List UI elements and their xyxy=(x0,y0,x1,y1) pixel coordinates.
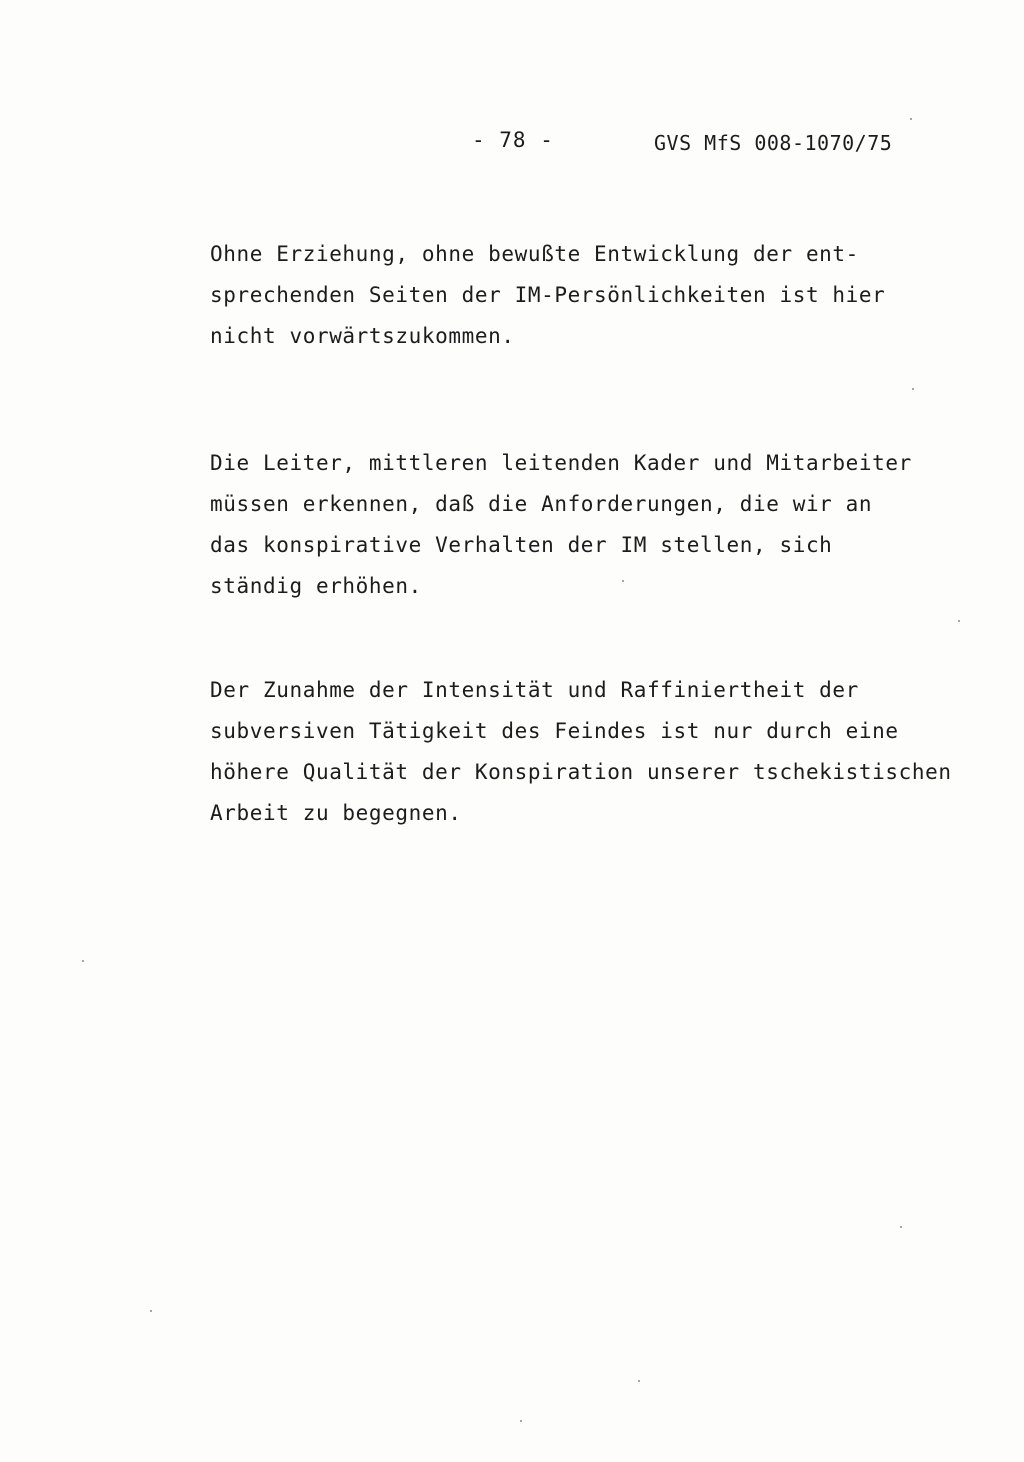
text-line: das konspirative Verhalten der IM stellen, sich xyxy=(210,533,833,557)
scan-speck xyxy=(912,388,914,390)
text-line: müssen erkennen, daß die Anforderungen, die wir an xyxy=(210,492,873,516)
scan-speck xyxy=(638,1380,640,1382)
paragraph-1 xyxy=(210,234,970,357)
scan-speck xyxy=(150,1310,152,1312)
text-line: nicht vorwärtszukommen. xyxy=(210,324,515,348)
scan-speck xyxy=(82,960,84,962)
text-line: höhere Qualität der Konspiration unserer tschekistischen xyxy=(210,760,952,784)
scan-speck xyxy=(910,118,912,120)
text-line: subversiven Tätigkeit des Feindes ist nur durch eine xyxy=(210,719,899,743)
text-line: Der Zunahme der Intensität und Raffiniertheit der xyxy=(210,678,859,702)
text-line: sprechenden Seiten der IM-Persönlichkeiten ist hier xyxy=(210,283,886,307)
text-line: Die Leiter, mittleren leitenden Kader und Mitarbeiter xyxy=(210,451,912,475)
page-number: - 78 - xyxy=(472,128,554,152)
text-line: Arbeit zu begegnen. xyxy=(210,801,462,825)
scan-speck xyxy=(622,580,624,582)
text-line: Ohne Erziehung, ohne bewußte Entwicklung der ent- xyxy=(210,242,859,266)
paragraph-2 xyxy=(210,443,970,607)
scan-speck xyxy=(900,1226,902,1228)
scan-speck xyxy=(520,1420,522,1422)
scan-speck xyxy=(958,620,960,622)
paragraph-3 xyxy=(210,670,970,834)
document-reference: GVS MfS 008-1070/75 xyxy=(654,131,893,155)
text-line: ständig erhöhen. xyxy=(210,574,422,598)
